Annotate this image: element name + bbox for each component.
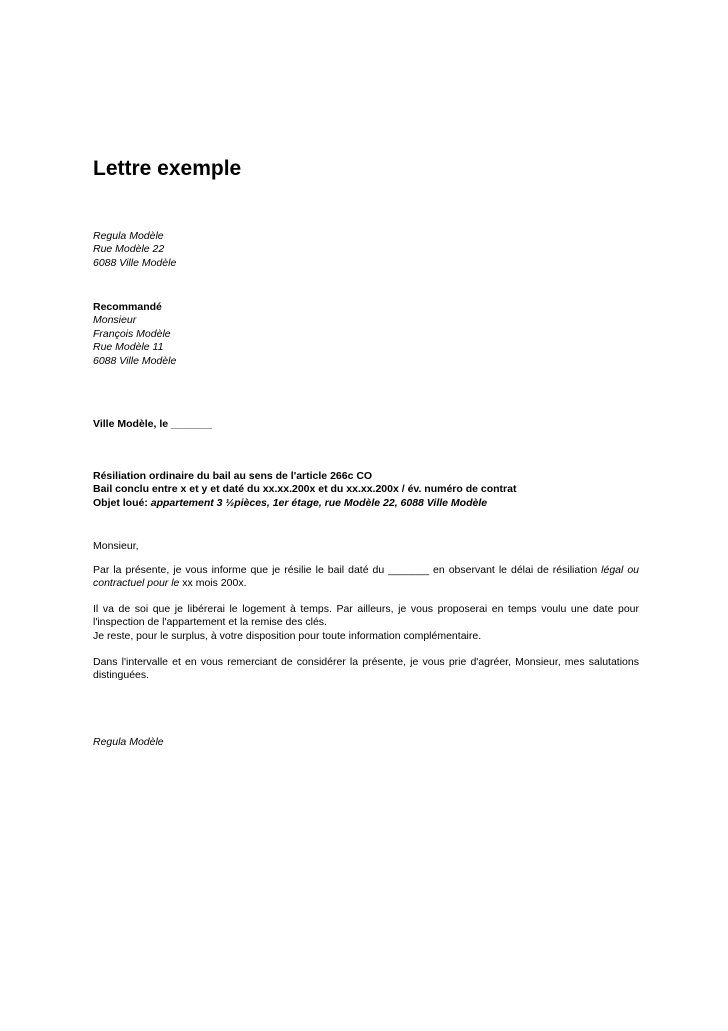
paragraph-1-text-after: xx mois 200x. [179, 577, 247, 590]
body-paragraph-2 [93, 603, 639, 643]
object-label: Objet loué: [93, 496, 151, 509]
subject-bail-line: Bail conclu entre x et y et daté du xx.xx.200x et du xx.xx.200x / év. numéro de contrat [93, 483, 517, 496]
paragraph-1-text-before: Par la présente, je vous informe que je résilie le bail daté du _______ en observant le délai de résiliation [93, 564, 602, 576]
sender-address-line: 6088 Ville Modèle [93, 256, 177, 269]
sender-address-line: Regula Modèle [93, 230, 164, 242]
recipient-address-line: Rue Modèle 11 [93, 341, 164, 354]
body-paragraph-1 [93, 564, 639, 591]
letter-title: Lettre exemple [93, 157, 242, 180]
paragraph-2-sentence-1: Il va de soi que je libérerai le logement à temps. Par ailleurs, je vous proposerai en temps voulu une date pour l'inspection de l'appartement et la remise des clés. [93, 603, 639, 629]
sender-address-block [93, 230, 639, 270]
salutation: Monsieur, [93, 540, 139, 552]
signature-name: Regula Modèle [93, 736, 164, 748]
place-date-line: Ville Modèle, le _______ [93, 418, 212, 430]
body-paragraph-3: Dans l'intervalle et en vous remerciant de considérer la présente, je vous prie d'agréer, Monsieur, mes salutations distinguées. [93, 656, 639, 682]
subject-block [93, 470, 639, 510]
recipient-address-line: 6088 Ville Modèle [93, 354, 177, 367]
recipient-address-line: Monsieur [93, 314, 137, 327]
subject-resiliation-line: Résiliation ordinaire du bail au sens de l'article 266c CO [93, 470, 373, 482]
paragraph-2-sentence-2: Je reste, pour le surplus, à votre disposition pour toute information complémentaire. [93, 629, 482, 642]
subject-object-line [93, 497, 639, 510]
recipient-address-line: François Modèle [93, 327, 171, 340]
registered-mail-label: Recommandé [93, 301, 162, 313]
object-value: appartement 3 ½pièces, 1er étage, rue Modèle 22, 6088 Ville Modèle [150, 496, 488, 509]
sender-address-line: Rue Modèle 22 [93, 243, 165, 256]
recipient-address-block [93, 301, 639, 368]
paragraph-1-italic-phrase: légal ou contractuel pour le [93, 564, 640, 590]
